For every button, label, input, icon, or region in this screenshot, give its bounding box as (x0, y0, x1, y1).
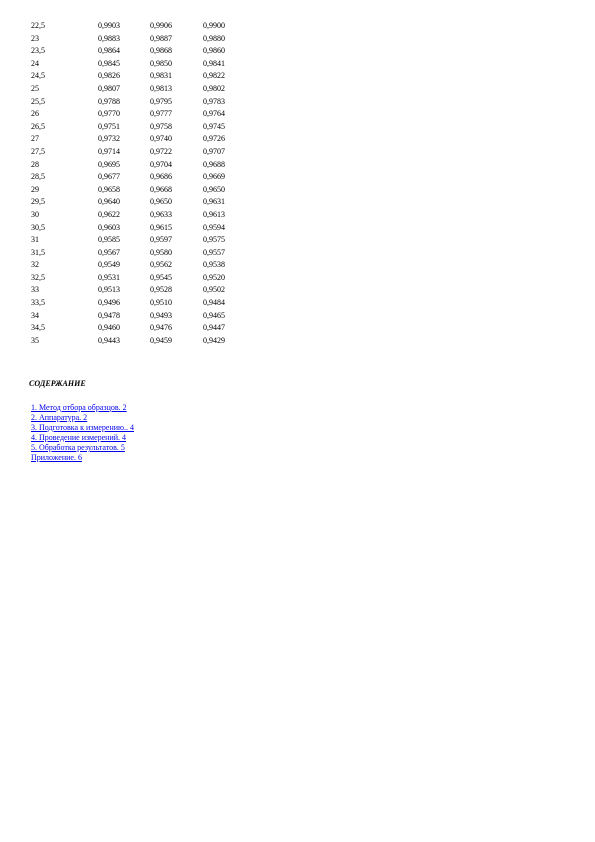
table-cell-value: 0,9732 (98, 134, 120, 144)
table-cell-value: 0,9831 (150, 71, 172, 81)
table-cell-value: 0,9688 (203, 159, 225, 169)
table-cell-key: 33,5 (31, 298, 45, 308)
table-cell-value: 0,9704 (150, 159, 172, 169)
table-cell-key: 33 (31, 285, 39, 295)
table-cell-value: 0,9751 (98, 121, 120, 131)
data-table-body (31, 20, 243, 347)
table-cell-key: 24 (31, 58, 39, 68)
table-cell-value: 0,9900 (203, 21, 225, 30)
table-row (31, 108, 243, 121)
toc-heading: СОДЕРЖАНИЕ (29, 379, 86, 388)
toc-list (31, 403, 134, 463)
toc-link[interactable]: 3. Подготовка к измерению.. 4 (31, 423, 134, 432)
table-row (31, 234, 243, 247)
table-cell-value: 0,9658 (98, 184, 120, 194)
table-cell-value: 0,9686 (150, 172, 172, 182)
table-cell-key: 22,5 (31, 21, 45, 30)
table-cell-value: 0,9650 (150, 197, 172, 207)
table-cell-value: 0,9603 (98, 222, 120, 232)
table-cell-value: 0,9707 (203, 146, 225, 156)
toc-link[interactable]: 2. Аппаратура. 2 (31, 413, 88, 422)
table-row (31, 20, 243, 33)
table-cell-key: 26 (31, 109, 39, 119)
table-cell-value: 0,9510 (150, 298, 172, 308)
table-row (31, 133, 243, 146)
table-cell-value: 0,9484 (203, 298, 225, 308)
table-cell-key: 28 (31, 159, 39, 169)
table-cell-value: 0,9722 (150, 146, 172, 156)
table-row (31, 272, 243, 285)
table-cell-value: 0,9813 (150, 83, 172, 93)
table-cell-value: 0,9429 (203, 335, 225, 345)
table-cell-value: 0,9594 (203, 222, 225, 232)
table-cell-value: 0,9613 (203, 209, 225, 219)
table-cell-value: 0,9880 (203, 33, 225, 43)
data-table (31, 20, 243, 347)
table-row (31, 222, 243, 235)
table-cell-key: 34,5 (31, 323, 45, 333)
toc-item (31, 423, 134, 433)
table-cell-key: 25,5 (31, 96, 45, 106)
table-cell-value: 0,9758 (150, 121, 172, 131)
table-cell-value: 0,9650 (203, 184, 225, 194)
table-row (31, 322, 243, 335)
table-row (31, 96, 243, 109)
table-cell-value: 0,9557 (203, 247, 225, 257)
table-cell-value: 0,9777 (150, 109, 172, 119)
table-cell-key: 29,5 (31, 197, 45, 207)
table-cell-value: 0,9841 (203, 58, 225, 68)
table-cell-key: 23,5 (31, 46, 45, 56)
table-cell-value: 0,9585 (98, 235, 120, 245)
table-cell-value: 0,9631 (203, 197, 225, 207)
toc-item (31, 453, 134, 463)
table-cell-value: 0,9764 (203, 109, 225, 119)
table-cell-value: 0,9447 (203, 323, 225, 333)
table-row (31, 335, 243, 348)
table-cell-value: 0,9567 (98, 247, 120, 257)
table-row (31, 83, 243, 96)
table-cell-key: 24,5 (31, 71, 45, 81)
table-cell-value: 0,9496 (98, 298, 120, 308)
table-cell-value: 0,9528 (150, 285, 172, 295)
table-cell-value: 0,9502 (203, 285, 225, 295)
table-cell-value: 0,9549 (98, 260, 120, 270)
table-row (31, 45, 243, 58)
table-cell-value: 0,9640 (98, 197, 120, 207)
table-cell-value: 0,9460 (98, 323, 120, 333)
toc-link[interactable]: 4. Проведение измерений. 4 (31, 433, 127, 442)
table-cell-value: 0,9443 (98, 335, 120, 345)
table-cell-value: 0,9770 (98, 109, 120, 119)
table-cell-key: 30,5 (31, 222, 45, 232)
table-row (31, 171, 243, 184)
toc-link[interactable]: 5. Обработка результатов. 5 (31, 443, 125, 452)
table-cell-value: 0,9802 (203, 83, 225, 93)
table-cell-value: 0,9864 (98, 46, 120, 56)
table-row (31, 159, 243, 172)
table-cell-value: 0,9459 (150, 335, 172, 345)
table-cell-value: 0,9807 (98, 83, 120, 93)
table-cell-value: 0,9562 (150, 260, 172, 270)
table-cell-value: 0,9745 (203, 121, 225, 131)
table-cell-value: 0,9868 (150, 46, 172, 56)
table-row (31, 196, 243, 209)
table-row (31, 310, 243, 323)
table-cell-value: 0,9513 (98, 285, 120, 295)
table-cell-value: 0,9906 (150, 21, 172, 30)
table-row (31, 284, 243, 297)
table-row (31, 297, 243, 310)
table-cell-value: 0,9845 (98, 58, 120, 68)
table-cell-key: 31,5 (31, 247, 45, 257)
toc-link[interactable]: Приложение. 6 (31, 453, 82, 462)
table-cell-value: 0,9677 (98, 172, 120, 182)
table-cell-value: 0,9531 (98, 272, 120, 282)
toc-item (31, 443, 134, 453)
table-row (31, 58, 243, 71)
toc-link[interactable]: 1. Метод отбора образцов. 2 (31, 403, 127, 412)
table-cell-key: 32 (31, 260, 39, 270)
table-row (31, 121, 243, 134)
table-cell-value: 0,9633 (150, 209, 172, 219)
toc-item (31, 433, 134, 443)
toc-item (31, 413, 134, 423)
table-cell-value: 0,9783 (203, 96, 225, 106)
table-cell-value: 0,9788 (98, 96, 120, 106)
table-cell-key: 32,5 (31, 272, 45, 282)
table-cell-value: 0,9850 (150, 58, 172, 68)
table-row (31, 146, 243, 159)
table-cell-value: 0,9580 (150, 247, 172, 257)
table-cell-key: 35 (31, 335, 39, 345)
table-row (31, 33, 243, 46)
table-cell-key: 29 (31, 184, 39, 194)
table-cell-value: 0,9826 (98, 71, 120, 81)
table-cell-value: 0,9714 (98, 146, 120, 156)
table-cell-value: 0,9860 (203, 46, 225, 56)
table-cell-value: 0,9887 (150, 33, 172, 43)
table-row (31, 259, 243, 272)
table-cell-key: 27 (31, 134, 39, 144)
table-cell-value: 0,9903 (98, 21, 120, 30)
table-cell-value: 0,9822 (203, 71, 225, 81)
table-cell-key: 28,5 (31, 172, 45, 182)
table-cell-key: 30 (31, 209, 39, 219)
table-cell-key: 31 (31, 235, 39, 245)
table-cell-value: 0,9538 (203, 260, 225, 270)
table-cell-key: 34 (31, 310, 39, 320)
table-cell-value: 0,9622 (98, 209, 120, 219)
table-cell-value: 0,9883 (98, 33, 120, 43)
table-row (31, 184, 243, 197)
table-cell-value: 0,9795 (150, 96, 172, 106)
table-cell-value: 0,9740 (150, 134, 172, 144)
table-cell-value: 0,9575 (203, 235, 225, 245)
table-cell-value: 0,9597 (150, 235, 172, 245)
table-cell-value: 0,9545 (150, 272, 172, 282)
table-cell-value: 0,9615 (150, 222, 172, 232)
table-cell-value: 0,9668 (150, 184, 172, 194)
table-cell-key: 27,5 (31, 146, 45, 156)
table-cell-key: 26,5 (31, 121, 45, 131)
table-cell-value: 0,9493 (150, 310, 172, 320)
table-row (31, 209, 243, 222)
table-cell-value: 0,9478 (98, 310, 120, 320)
table-row (31, 247, 243, 260)
table-cell-value: 0,9476 (150, 323, 172, 333)
table-row (31, 70, 243, 83)
table-cell-value: 0,9695 (98, 159, 120, 169)
table-cell-value: 0,9726 (203, 134, 225, 144)
table-cell-value: 0,9669 (203, 172, 225, 182)
table-cell-key: 25 (31, 83, 39, 93)
table-cell-value: 0,9520 (203, 272, 225, 282)
table-cell-value: 0,9465 (203, 310, 225, 320)
toc-item (31, 403, 134, 413)
table-cell-key: 23 (31, 33, 39, 43)
